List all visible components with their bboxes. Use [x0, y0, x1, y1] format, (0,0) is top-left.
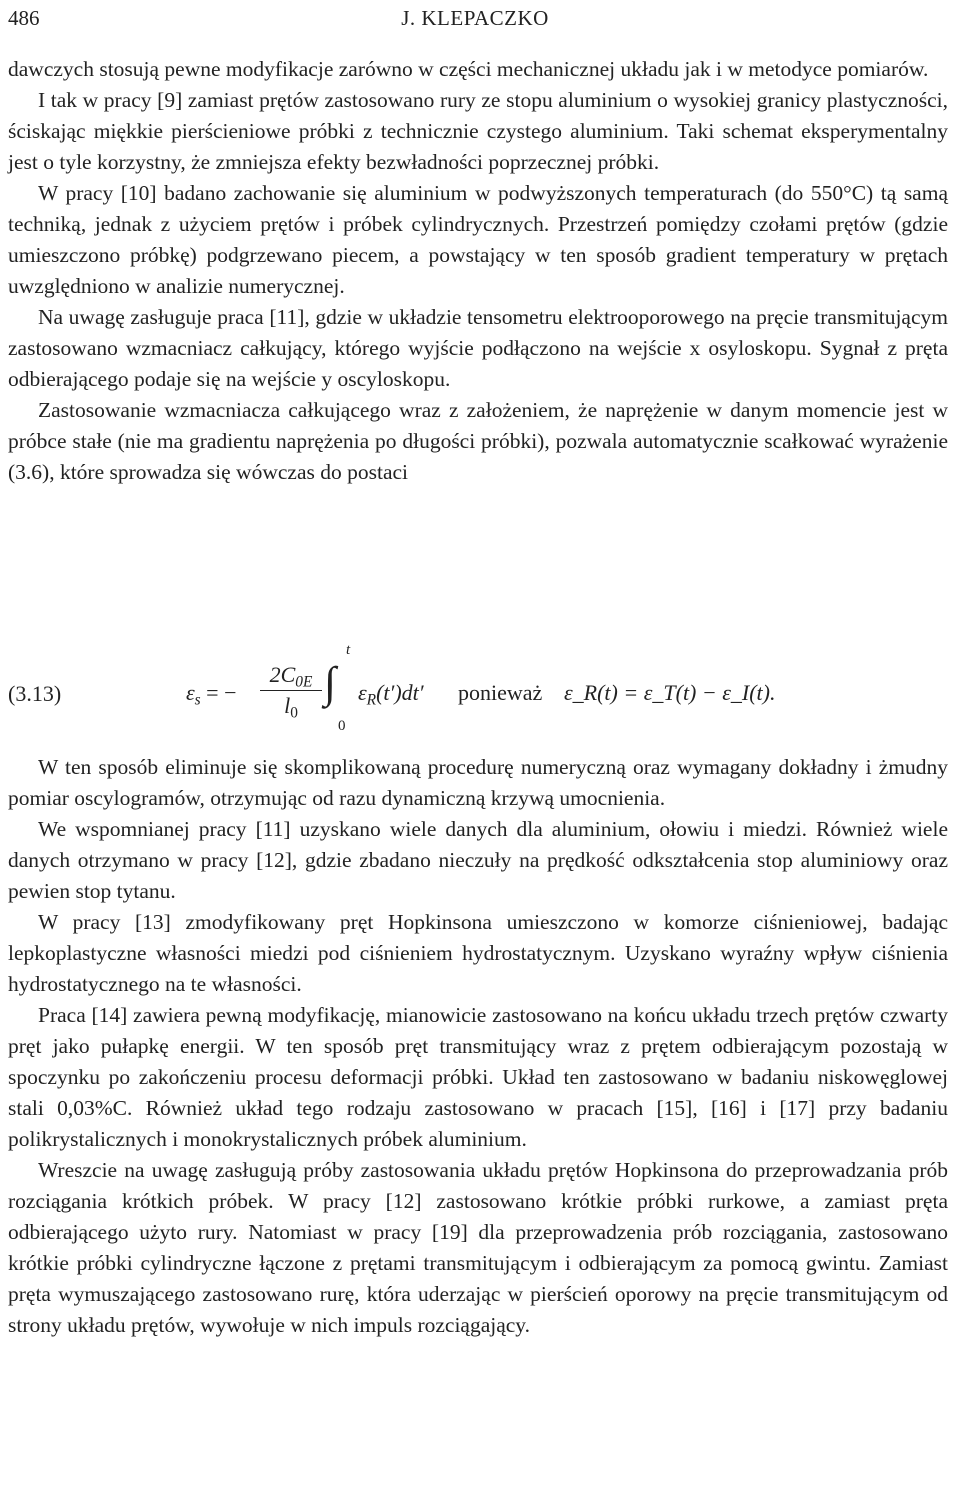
body-text-bottom: [8, 752, 948, 1341]
equation-3-13: [8, 636, 948, 746]
integral-sign: ∫: [324, 658, 337, 707]
paragraph: Wreszcie na uwagę zasługują próby zastosowania układu prętów Hopkinsona do przeprowadzania prób rozciągania krótkich próbek. W pracy [12] zastosowano krótkie próbki rurkowe, a zamiast pręta odbierającego użyto rury. Natomiast w pracy [19] dla przeprowadzenia prób rozciągania, zastosowano krótkie próbki cylindryczne łączone z prętami transmitującym i odbierającym za pomocą gwintu. Zamiast pręta wymuszającego zastosowano rurę, która uderzając w pierścień oporowy na pręcie transmitującym od strony układu prętów, wywołuje w nich impuls rozciągający.: [8, 1158, 948, 1337]
integral-lower-limit: 0: [338, 718, 346, 734]
paragraph: dawczych stosują pewne modyfikacje zarówno w części mechanicznej układu jak i w metodyce pomiarów.: [8, 57, 929, 81]
paragraph: W pracy [10] badano zachowanie się aluminium w podwyższonych temperaturach (do 550°C) tą samą techniką, jednak z użyciem prętów i próbek cylindrycznych. Przestrzeń pomiędzy czołami prętów (gdzie umieszczono próbkę) podgrzewano piecem, a powstający w ten sposób gradient temperatury w prętach uwzględniono w analizie numerycznej.: [8, 181, 948, 298]
equation-label: (3.13): [8, 681, 62, 706]
paragraph: We wspomnianej pracy [11] uzyskano wiele danych dla aluminium, ołowiu i miedzi. Również wiele danych otrzymano w pracy [12], gdzie zbadano nieczuły na prędkość odkształcenia stop aluminiowy oraz pewien stop tytanu.: [8, 817, 948, 903]
equation-relation: ε_R(t) = ε_T(t) − ε_I(t).: [564, 680, 776, 705]
paragraph: Zastosowanie wzmacniacza całkującego wraz z założeniem, że naprężenie w danym momencie jest w próbce stałe (nie ma gradientu naprężenia po długości próbki), pozwala automatycznie scałkować wyrażenie (3.6), które sprowadza się wówczas do postaci: [8, 398, 948, 484]
paragraph: I tak w pracy [9] zamiast prętów zastosowano rury ze stopu aluminium o wysokiej granicy plastyczności, ściskając miękkie pierścieniowe próbki z technicznie czystego aluminium. Taki schemat eksperymentalny jest o tyle korzystny, że zmniejsza efekty bezwładności poprzecznej próbki.: [8, 88, 948, 174]
paragraph: Na uwagę zasługuje praca [11], gdzie w układzie tensometru elektrooporowego na pręcie transmitującym zastosowano wzmacniacz całkujący, którego wyjście podłączono na wejście x osyloskopu. Sygnał z pręta odbierającego podaje się na wejście y oscyloskopu.: [8, 305, 948, 391]
fraction-denominator: $l_0$: [284, 693, 298, 722]
body-text-top: [8, 54, 948, 488]
equation-lhs: $\varepsilon_s$ = −: [186, 680, 237, 709]
integral-upper-limit: t: [346, 642, 351, 658]
fraction-numerator: $2C_{0E}$: [269, 662, 313, 691]
author-surname: LEPACZKO: [437, 6, 549, 30]
equation-fraction: [260, 662, 322, 722]
page-header: [8, 6, 942, 36]
paragraph: Praca [14] zawiera pewną modyfikację, mianowicie zastosowano na końcu układu trzech prętów czwarty pręt jako pułapkę energii. W ten sposób pręt transmitujący wraz z prętem odbierającym pozostają w spoczynku po zakończeniu procesu deformacji próbki. Układ ten zastosowano w badaniu niskowęglowej stali 0,03%C. Również układ tego rodzaju zastosowano w pracach [15], [16] i [17] przy badaniu polikrystalicznych i monokrystalicznych próbek aluminium.: [8, 1003, 948, 1151]
integrand: $\varepsilon_R(t')dt'$: [358, 680, 424, 709]
fraction-bar: [260, 690, 322, 691]
running-head: [8, 6, 942, 31]
paragraph: W pracy [13] zmodyfikowany pręt Hopkinsona umieszczono w komorze ciśnieniowej, badając lepkoplastyczne własności miedzi pod ciśnieniem hydrostatycznym. Uzyskano wyraźny wpływ ciśnienia hydrostatycznego na te własności.: [8, 910, 948, 996]
author-initial: J. K: [401, 6, 438, 30]
equation-word: ponieważ: [458, 680, 543, 705]
paragraph: W ten sposób eliminuje się skomplikowaną procedurę numeryczną oraz wymagany dokładny i żmudny pomiar oscylogramów, otrzymując od razu dynamiczną krzywą umocnienia.: [8, 755, 948, 810]
page-number: 486: [8, 6, 40, 30]
